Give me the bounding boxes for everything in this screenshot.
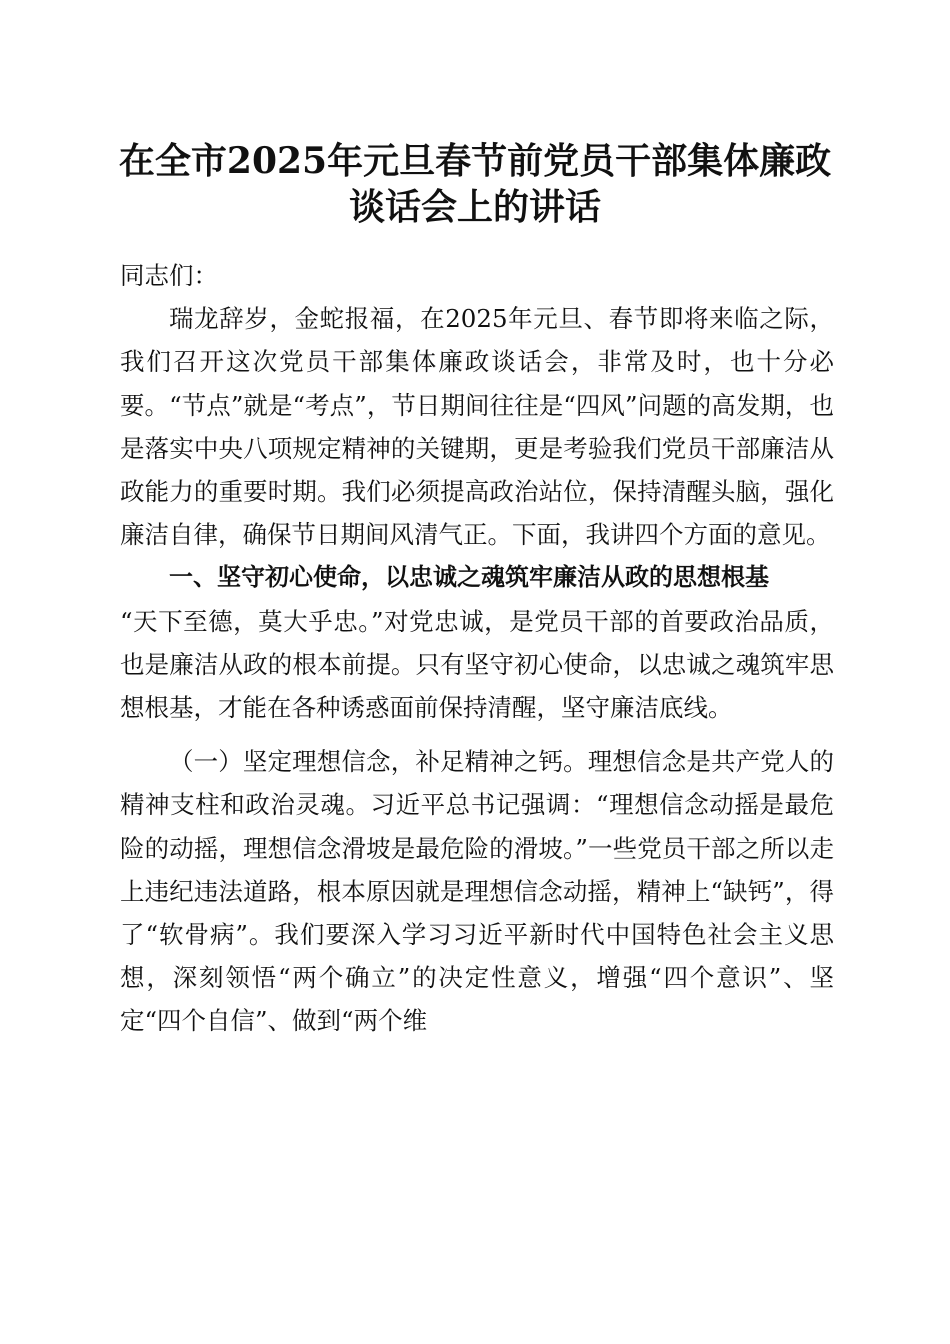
title-line-2: 谈话会上的讲话	[348, 186, 601, 228]
document-title	[100, 138, 850, 230]
section-heading-1: 一、坚守初心使命，以忠诚之魂筑牢廉洁从政的思想根基	[169, 563, 769, 592]
opening-paragraph: 瑞龙辞岁，金蛇报福，在2025年元旦、春节即将来临之际，我们召开这次党员干部集体廉政谈话会，非常及时，也十分必要。“节点”就是“考点”，节日期间往往是“四风”问题的高发期，也是落实中央八项规定精神的关键期，更是考验我们党员干部廉洁从政能力的重要时期。我们必须提高政治站位，保持清醒头脑，强化廉洁自律，确保节日期间风清气正。下面，我讲四个方面的意见。	[120, 304, 834, 550]
document-body	[120, 254, 834, 1043]
section-intro-paragraph: “天下至德，莫大乎忠。”对党忠诚，是党员干部的首要政治品质，也是廉洁从政的根本前提。只有坚守初心使命，以忠诚之魂筑牢思想根基，才能在各种诱惑面前保持清醒，坚守廉洁底线。	[120, 606, 834, 723]
title-line-1: 在全市2025年元旦春节前党员干部集体廉政	[118, 140, 832, 182]
salutation: 同志们：	[120, 261, 218, 290]
subsection-paragraph-1: （一）坚定理想信念，补足精神之钙。理想信念是共产党人的精神支柱和政治灵魂。习近平总书记强调：“理想信念动摇是最危险的动摇，理想信念滑坡是最危险的滑坡。”一些党员干部之所以走上违纪违法道路，根本原因就是理想信念动摇，精神上“缺钙”，得了“软骨病”。我们要深入学习习近平新时代中国特色社会主义思想，深刻领悟“两个确立”的决定性意义，增强“四个意识”、坚定“四个自信”、做到“两个维	[120, 747, 834, 1036]
